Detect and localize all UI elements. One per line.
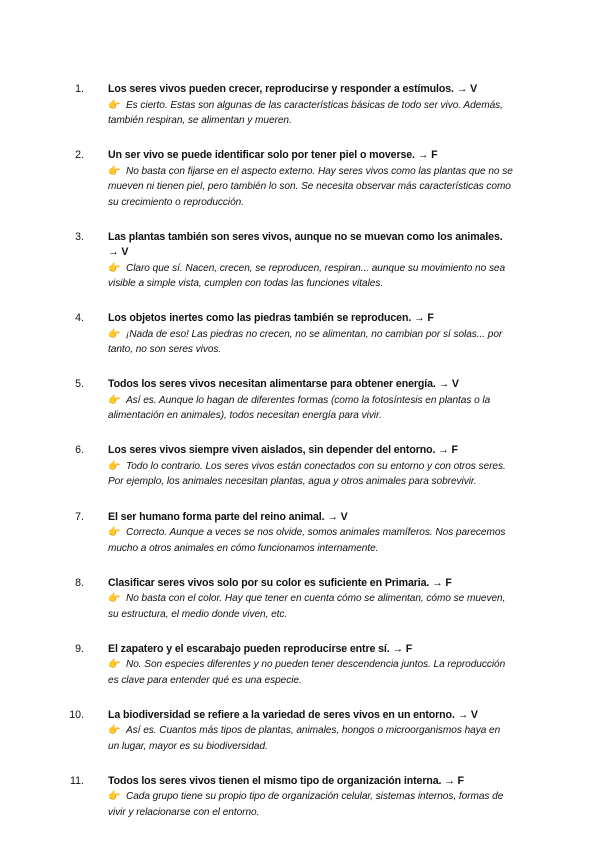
pointing-hand-icon: 👉 xyxy=(108,328,121,340)
item-number: 11. xyxy=(70,774,84,787)
item-number: 5. xyxy=(75,378,84,391)
pointing-hand-icon: 👉 xyxy=(108,593,121,605)
statement-text: Todos los seres vivos tienen el mismo tipo de organización interna. → F xyxy=(108,774,464,787)
pointing-hand-icon: 👉 xyxy=(108,99,121,111)
statement-text: Los seres vivos pueden crecer, reproducirse y responder a estímulos. → V xyxy=(108,83,478,95)
item-number: 4. xyxy=(75,312,84,325)
list-item xyxy=(75,510,513,557)
list-item xyxy=(75,230,513,292)
list-item xyxy=(69,708,513,755)
explanation-text: Es cierto. Estas son algunas de las características básicas de todo ser vivo. Además, también respiran, se alimentan y mueren. xyxy=(108,99,503,126)
pointing-hand-icon: 👉 xyxy=(108,791,121,803)
explanation-block xyxy=(108,789,513,820)
list-item xyxy=(75,82,513,129)
pointing-hand-icon: 👉 xyxy=(108,659,121,671)
pointing-hand-icon: 👉 xyxy=(108,165,121,177)
explanation-text: Así es. Aunque lo hagan de diferentes formas (como la fotosíntesis en plantas o la alimentación en animales), todos necesitan energía para vivir. xyxy=(108,394,491,422)
list-item xyxy=(75,576,513,623)
explanation-text: No basta con el color. Hay que tener en cuenta cómo se alimentan, cómo se mueven, su estructura, el medio donde viven, etc. xyxy=(108,593,506,620)
explanation-block xyxy=(108,98,513,129)
statement-text: La biodiversidad se refiere a la variedad de seres vivos en un entorno. → V xyxy=(108,708,478,721)
explanation-text: Claro que sí. Nacen, crecen, se reproducen, respiran... aunque su movimiento no sea visible a simple vista, cumplen con todas las funciones vitales. xyxy=(108,262,506,290)
statement-text: Todos los seres vivos necesitan alimentarse para obtener energía. → V xyxy=(108,378,459,391)
list-item xyxy=(70,774,513,821)
pointing-hand-icon: 👉 xyxy=(108,725,121,737)
explanation-text: ¡Nada de eso! Las piedras no crecen, no se alimentan, no cambian por sí solas... por tanto, no son seres vivos. xyxy=(108,328,503,356)
item-number: 6. xyxy=(75,444,84,457)
statement-text: El zapatero y el escarabajo pueden reproducirse entre sí. → F xyxy=(108,642,413,655)
item-number: 3. xyxy=(75,230,84,243)
statement-text: Las plantas también son seres vivos, aunque no se muevan como los animales. → V xyxy=(108,230,503,259)
explanation-block xyxy=(108,261,513,292)
list-item xyxy=(75,443,513,490)
item-number: 7. xyxy=(75,510,84,523)
explanation-block xyxy=(108,327,513,358)
item-number: 1. xyxy=(75,83,84,95)
statement-text: Los seres vivos siempre viven aislados, sin depender del entorno. → F xyxy=(108,444,458,457)
item-number: 9. xyxy=(75,642,84,655)
explanation-text: No. Son especies diferentes y no pueden tener descendencia juntos. La reproducción es clave para entender qué es una especie. xyxy=(108,659,506,686)
explanation-block xyxy=(108,164,513,211)
explanation-text: Así es. Cuantos más tipos de plantas, animales, hongos o microorganismos haya en un lugar, mayor es su biodiversidad. xyxy=(108,725,501,752)
explanation-block xyxy=(108,393,513,424)
explanation-block xyxy=(108,657,513,688)
explanation-block xyxy=(108,723,513,754)
explanation-text: No basta con fijarse en el aspecto externo. Hay seres vivos como las plantas que no se mueven ni tienen piel, pero también lo son. Se necesita observar más características como su crecimiento o reproducción. xyxy=(108,165,513,208)
pointing-hand-icon: 👉 xyxy=(108,262,121,274)
list-item xyxy=(75,148,513,210)
explanation-block xyxy=(108,525,513,556)
explanation-text: Todo lo contrario. Los seres vivos están conectados con su entorno y con otros seres. Por ejemplo, los animales necesitan plantas, agua y otros animales para sobrevivir. xyxy=(108,460,506,488)
explanation-text: Cada grupo tiene su propio tipo de organización celular, sistemas internos, formas de vivir y relacionarse con el entorno. xyxy=(108,791,504,818)
list-item xyxy=(75,642,513,689)
statement-text: Los objetos inertes como las piedras también se reproducen. → F xyxy=(108,312,434,325)
list-item xyxy=(75,377,513,424)
statement-text: Clasificar seres vivos solo por su color es suficiente en Primaria. → F xyxy=(108,576,452,589)
item-number: 8. xyxy=(75,576,84,589)
pointing-hand-icon: 👉 xyxy=(108,394,121,406)
statement-text: El ser humano forma parte del reino animal. → V xyxy=(108,510,348,523)
item-number: 2. xyxy=(75,149,84,162)
statement-text: Un ser vivo se puede identificar solo por tener piel o moverse. → F xyxy=(108,149,438,162)
explanation-text: Correcto. Aunque a veces se nos olvide, somos animales mamíferos. Nos parecemos mucho a otros animales en cómo funcionamos internamente. xyxy=(108,527,506,554)
pointing-hand-icon: 👉 xyxy=(108,527,121,539)
item-number: 10. xyxy=(69,708,84,721)
explanation-block xyxy=(108,591,513,622)
list-item xyxy=(75,311,513,358)
true-false-list xyxy=(69,82,513,840)
explanation-block xyxy=(108,459,513,490)
pointing-hand-icon: 👉 xyxy=(108,460,121,472)
